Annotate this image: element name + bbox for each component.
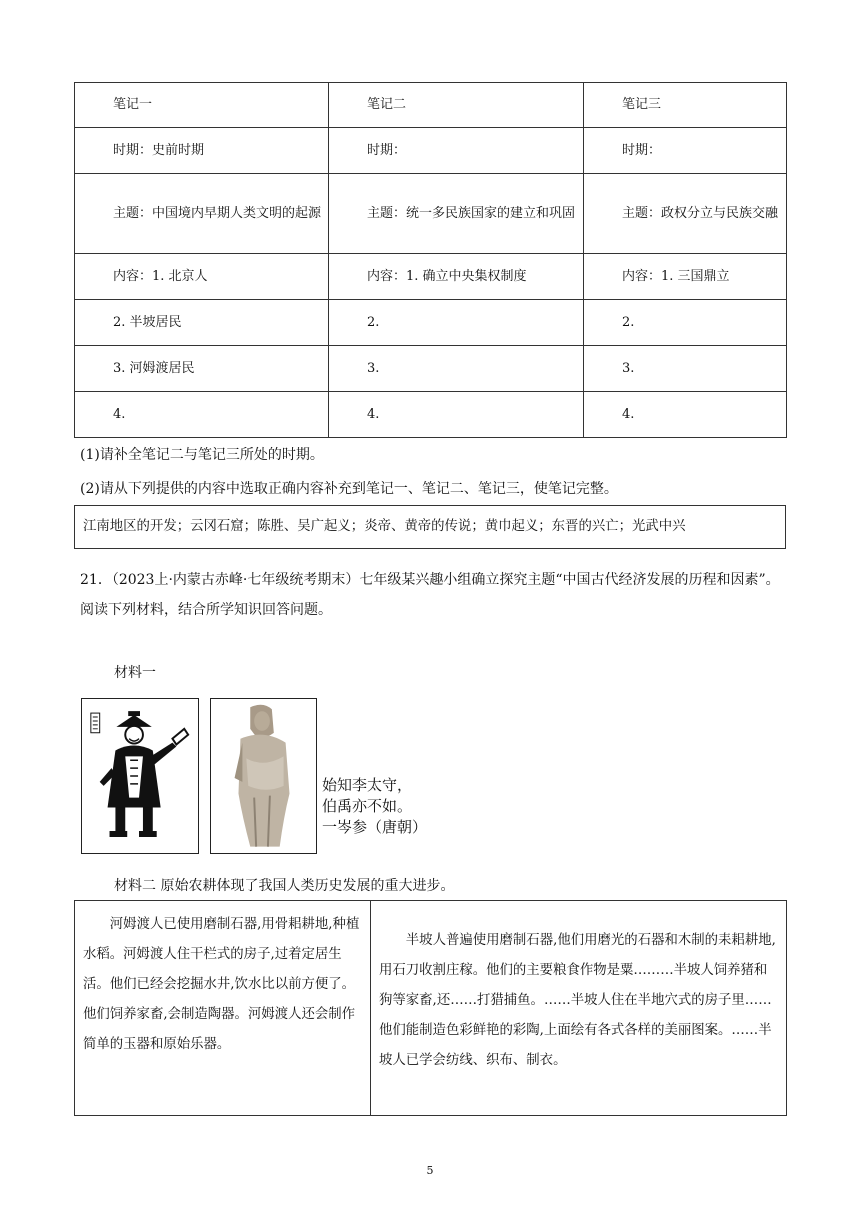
figure-illustration-image xyxy=(81,698,199,854)
notes-table xyxy=(74,82,787,438)
banpo-text: 半坡人普遍使用磨制石器,他们用磨光的石器和木制的耒耜耕地,用石刀收割庄稼。他们的主要粮食作物是粟………半坡人饲养猪和狗等家畜,还……打猎捕鱼。……半坡人住在半地穴式的房子里……他们能制造色彩鲜艳的彩陶,上面绘有各式各样的美丽图案。……半坡人已学会纺线、织布、制衣。 xyxy=(379,933,776,1068)
note1-content-4: 4. xyxy=(113,406,126,422)
note3-theme: 主题：政权分立与民族交融 xyxy=(584,174,787,254)
notes-period-row xyxy=(75,128,787,174)
note2-content-4: 4. xyxy=(367,406,380,422)
note3-period: 时期： xyxy=(622,142,662,158)
notes-row-4 xyxy=(75,392,787,438)
note2-content-1: 内容：1. 确立中央集权制度 xyxy=(367,268,527,284)
poem-line-1: 始知李太守， xyxy=(322,776,413,794)
note1-content-2: 2. 半坡居民 xyxy=(113,314,182,330)
notes-row-3 xyxy=(75,346,787,392)
options-box: 江南地区的开发；云冈石窟；陈胜、吴广起义；炎帝、黄帝的传说；黄巾起义；东晋的兴亡；光武中兴 xyxy=(74,505,786,549)
page-number: 5 xyxy=(426,1164,434,1177)
notes-theme-row xyxy=(75,174,787,254)
note1-content-3: 3. 河姆渡居民 xyxy=(113,360,195,376)
hemudu-text: 河姆渡人已使用磨制石器,用骨耜耕地,种植水稻。河姆渡人住干栏式的房子,过着定居生活。他们已经会挖掘水井,饮水比以前方便了。他们饲养家畜,会制造陶器。河姆渡人还会制作简单的玉器和原始乐器。 xyxy=(83,917,360,1052)
note1-content-1: 内容：1. 北京人 xyxy=(113,268,208,284)
material-1-label: 材料一 xyxy=(114,665,156,681)
note3-content-2: 2. xyxy=(622,314,635,330)
note1-theme: 主题：中国境内早期人类文明的起源 xyxy=(75,174,329,254)
question-1: (1)请补全笔记二与笔记三所处的时期。 xyxy=(80,447,324,463)
note3-header: 笔记三 xyxy=(622,97,662,112)
question-21: 21．（2023上·内蒙古赤峰·七年级统考期末）七年级某兴趣小组确立探究主题“中国古代经济发展的历程和因素”。阅读下列材料，结合所学知识回答问题。 xyxy=(80,572,780,618)
note2-content-3: 3. xyxy=(367,360,380,376)
note1-header: 笔记一 xyxy=(113,97,153,112)
poem-attribution: 一岑参（唐朝） xyxy=(322,818,428,836)
note2-content-2: 2. xyxy=(367,314,380,330)
stone-statue-image xyxy=(210,698,317,854)
note3-content-4: 4. xyxy=(622,406,635,422)
notes-header-row xyxy=(75,83,787,128)
note1-period: 时期：史前时期 xyxy=(113,142,205,158)
note3-content-1: 内容：1. 三国鼎立 xyxy=(622,268,730,284)
note2-period: 时期： xyxy=(367,142,407,158)
note3-content-3: 3. xyxy=(622,360,635,376)
poem-line-2: 伯禹亦不如。 xyxy=(322,797,413,815)
material-2-table xyxy=(74,900,787,1116)
poem xyxy=(322,775,427,838)
note2-theme: 主题：统一多民族国家的建立和巩固 xyxy=(329,174,584,254)
note2-header: 笔记二 xyxy=(367,97,407,112)
material-2-label: 材料二 原始农耕体现了我国人类历史发展的重大进步。 xyxy=(114,878,455,894)
notes-content-row xyxy=(75,254,787,300)
notes-row-2 xyxy=(75,300,787,346)
question-2: (2)请从下列提供的内容中选取正确内容补充到笔记一、笔记二、笔记三，使笔记完整。 xyxy=(80,481,618,497)
